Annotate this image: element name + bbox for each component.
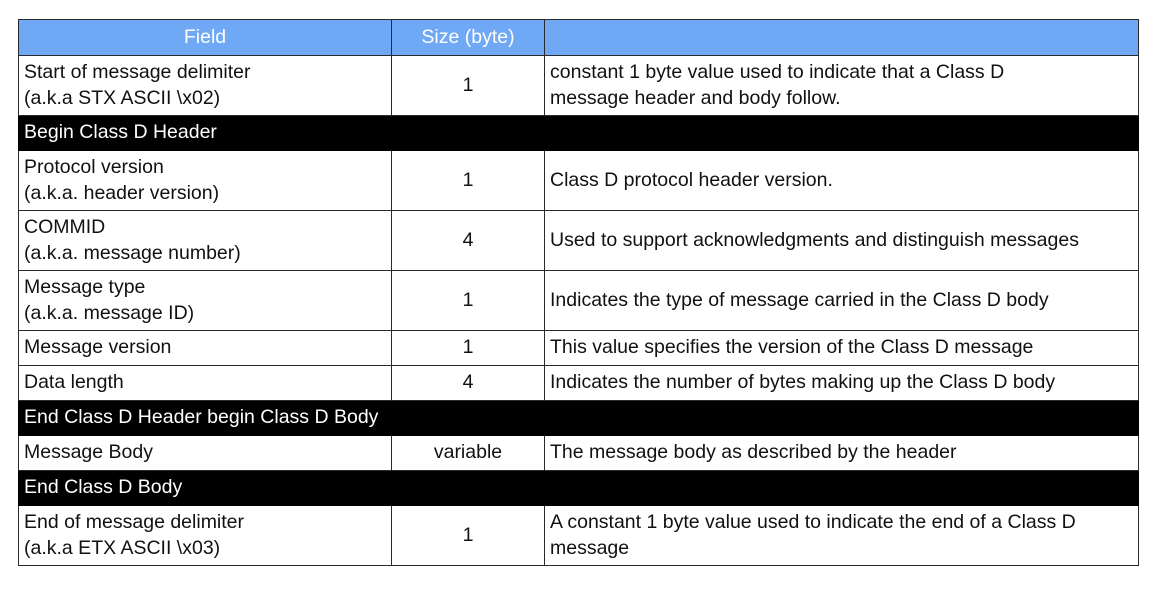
table-row [19, 56, 1139, 116]
size-cell: 1 [392, 331, 545, 366]
description-cell [545, 366, 1139, 401]
size-cell: 1 [392, 506, 545, 566]
size-cell: 1 [392, 56, 545, 116]
field-cell [19, 436, 392, 471]
description-cell [545, 56, 1139, 116]
size-cell: 1 [392, 151, 545, 211]
field-cell [19, 151, 392, 211]
field-cell [19, 366, 392, 401]
table-row [19, 271, 1139, 331]
field-cell [19, 56, 392, 116]
description-text: A constant 1 byte value used to indicate the end of a Class D [550, 511, 1076, 533]
field-text: Message type [24, 276, 146, 298]
field-column-header: Field [19, 20, 392, 56]
section-row [19, 401, 1139, 436]
field-text: (a.k.a. message number) [24, 241, 241, 264]
description-cell [545, 506, 1139, 566]
description-text: Used to support acknowledgments and distinguish messages [550, 228, 1079, 251]
field-cell [19, 331, 392, 366]
field-text: (a.k.a. header version) [24, 181, 220, 204]
table-header-row [19, 20, 1139, 56]
section-row [19, 116, 1139, 151]
field-text: COMMID [24, 216, 106, 238]
description-text: This value specifies the version of the Class D message [550, 336, 1034, 359]
field-cell [19, 506, 392, 566]
table-row [19, 151, 1139, 211]
description-text: Indicates the number of bytes making up the Class D body [550, 371, 1056, 394]
field-text: (a.k.a. message ID) [24, 301, 195, 324]
section-row [19, 471, 1139, 506]
size-cell: 1 [392, 271, 545, 331]
description-cell [545, 331, 1139, 366]
field-text: Protocol version [24, 156, 164, 178]
section-label: End Class D Body [19, 471, 1139, 506]
description-text: Indicates the type of message carried in the Class D body [550, 288, 1049, 311]
table-row [19, 366, 1139, 401]
description-text: message header and body follow. [550, 86, 841, 109]
table-row [19, 211, 1139, 271]
field-cell [19, 271, 392, 331]
field-text: Message version [24, 336, 172, 359]
table-row [19, 331, 1139, 366]
field-text: Message Body [24, 441, 153, 464]
field-text: End of message delimiter [24, 511, 245, 533]
field-text: Start of message delimiter [24, 61, 251, 83]
description-text: constant 1 byte value used to indicate that a Class D [550, 61, 1005, 83]
table-row [19, 506, 1139, 566]
description-column-header [545, 20, 1139, 56]
description-text: message [550, 536, 630, 559]
description-cell [545, 271, 1139, 331]
description-text: The message body as described by the header [550, 441, 957, 464]
message-format-table [18, 19, 1139, 566]
section-label: End Class D Header begin Class D Body [19, 401, 1139, 436]
description-cell [545, 211, 1139, 271]
size-column-header: Size (byte) [392, 20, 545, 56]
field-text: Data length [24, 371, 124, 394]
field-text: (a.k.a STX ASCII \x02) [24, 86, 221, 109]
description-cell [545, 151, 1139, 211]
size-cell: 4 [392, 366, 545, 401]
table-row [19, 436, 1139, 471]
size-cell: variable [392, 436, 545, 471]
field-cell [19, 211, 392, 271]
section-label: Begin Class D Header [19, 116, 1139, 151]
description-text: Class D protocol header version. [550, 168, 833, 191]
table-body [19, 56, 1139, 566]
field-text: (a.k.a ETX ASCII \x03) [24, 536, 221, 559]
description-cell [545, 436, 1139, 471]
size-cell: 4 [392, 211, 545, 271]
